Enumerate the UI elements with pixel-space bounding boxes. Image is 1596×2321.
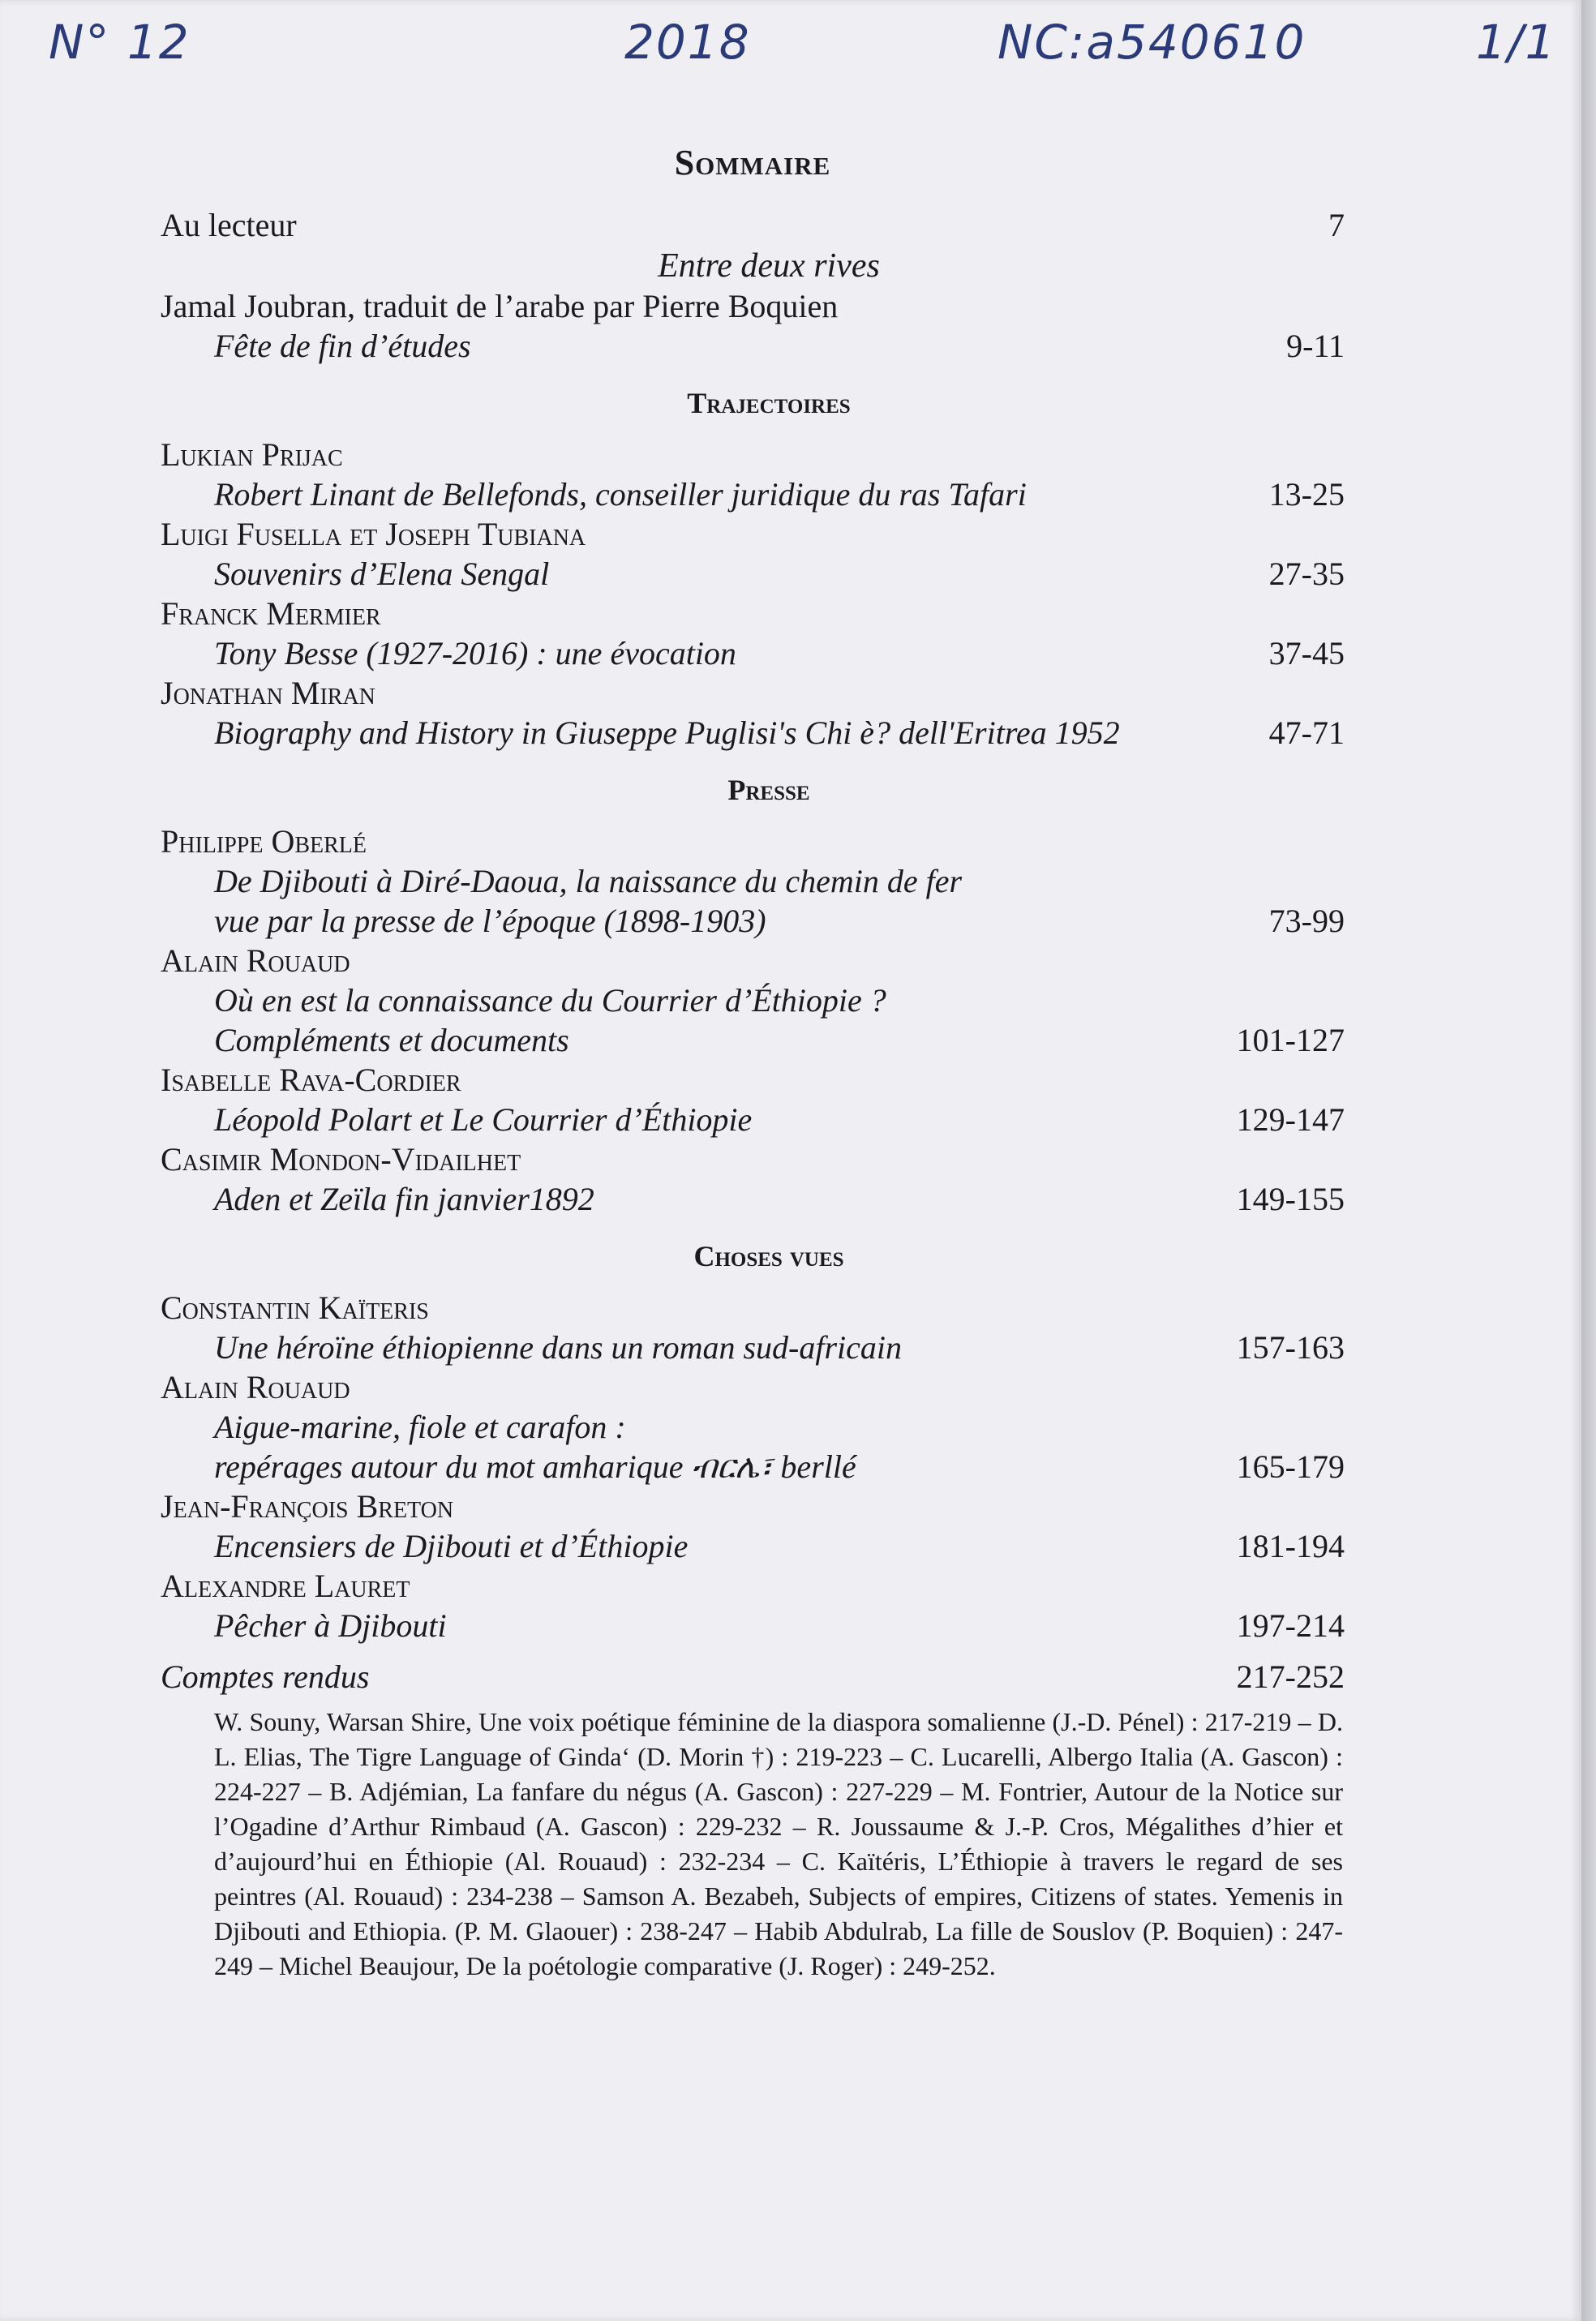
entry-pages: 157-163: [1236, 1329, 1345, 1366]
section-heading-choses-vues: Choses vues: [693, 1240, 844, 1272]
entry-pages: 13-25: [1268, 476, 1345, 513]
toc-entry-author: [161, 941, 1345, 980]
page-edge: [1581, 0, 1596, 2321]
toc-entry-title: [161, 554, 1345, 594]
toc-entry-author: [161, 594, 1345, 633]
entry-pages: 149-155: [1236, 1181, 1345, 1217]
entry-author: Isabelle Rava-Cordier: [161, 1062, 461, 1098]
entry-author: Philippe Oberlé: [161, 823, 367, 860]
entry-author: Lukian Prijac: [161, 436, 343, 473]
toc-entry-title: [161, 901, 1345, 941]
entry-pages: 181-194: [1236, 1528, 1345, 1564]
entry-title: Aden et Zeïla fin janvier1892: [214, 1181, 594, 1217]
toc-entry-title: [161, 861, 1345, 901]
entry-author: Alexandre Lauret: [161, 1568, 410, 1604]
entry-label: Au lecteur: [161, 207, 297, 243]
entry-pages: 129-147: [1236, 1101, 1345, 1138]
section-heading-trajectoires: Trajectoires: [687, 387, 851, 419]
toc-entry-title: [161, 474, 1345, 514]
entry-title-line: Compléments et documents: [214, 1022, 569, 1058]
entry-title: Robert Linant de Bellefonds, conseiller juridique du ras Tafari: [214, 476, 1027, 513]
entry-title-line: Où en est la connaissance du Courrier d’Éthiopie ?: [214, 982, 886, 1019]
entry-title: Une héroïne éthiopienne dans un roman sud-africain: [214, 1329, 903, 1366]
entry-title: Fête de fin d’études: [214, 328, 471, 364]
toc-entry-author: [161, 435, 1345, 474]
toc-entry-author: [161, 1139, 1345, 1179]
entry-pages: 27-35: [1268, 556, 1345, 592]
section-heading-presse: Presse: [727, 774, 810, 806]
handwritten-catalog-code: NC:a540610: [998, 15, 1306, 70]
toc-title: Sommaire: [674, 143, 831, 182]
toc-entry-title: [161, 1606, 1345, 1645]
entry-pages: 73-99: [1268, 903, 1345, 939]
entry-author: Jonathan Miran: [161, 675, 375, 711]
entry-pages: 197-214: [1236, 1607, 1345, 1644]
entry-title: Souvenirs d’Elena Sengal: [214, 556, 550, 592]
entry-pages: 47-71: [1268, 714, 1345, 751]
entry-pages: 37-45: [1268, 635, 1345, 671]
entry-author: Casimir Mondon-Vidailhet: [161, 1141, 521, 1178]
toc-entry-title: [161, 1179, 1345, 1219]
toc-entry-intro: [161, 205, 1345, 245]
toc-entry-title: [161, 1020, 1345, 1060]
toc-entry-author: [161, 1487, 1345, 1526]
toc-entry-author: [161, 514, 1345, 554]
handwritten-issue-number: N° 12: [49, 15, 191, 70]
toc-entry-title: [161, 1526, 1345, 1566]
entry-pages: 9-11: [1286, 328, 1345, 364]
toc-entry-title: [161, 980, 1345, 1020]
entry-pages: 101-127: [1236, 1022, 1345, 1058]
toc-entry-author: [161, 286, 1345, 326]
handwritten-fraction: 1/1: [1476, 15, 1557, 70]
toc-entry-author: [161, 673, 1345, 713]
comptes-rendus-pages: 217-252: [1236, 1658, 1345, 1695]
entry-title: Léopold Polart et Le Courrier d’Éthiopie: [214, 1101, 753, 1138]
entry-title: Pêcher à Djibouti: [214, 1607, 447, 1644]
entry-author: Constantin Kaïteris: [161, 1289, 429, 1326]
table-of-contents: [161, 143, 1345, 1984]
entry-author: Jean-François Breton: [161, 1488, 454, 1525]
toc-entry-title: [161, 326, 1345, 366]
entry-title: Tony Besse (1927-2016) : une évocation: [214, 635, 736, 671]
entry-author: Jamal Joubran, traduit de l’arabe par Pierre Boquien: [161, 288, 839, 324]
toc-entry-title: [161, 1100, 1345, 1139]
entry-title-line: Aigue-marine, fiole et carafon :: [214, 1409, 626, 1445]
toc-entry-title: [161, 713, 1345, 753]
comptes-rendus-heading: [161, 1657, 1345, 1697]
toc-entry-author: [161, 822, 1345, 861]
entry-author: Alain Rouaud: [161, 942, 350, 979]
toc-entry-title: [161, 633, 1345, 673]
entry-author: Alain Rouaud: [161, 1369, 350, 1405]
comptes-rendus-label: Comptes rendus: [161, 1658, 370, 1695]
entry-title: Biography and History in Giuseppe Puglisi's Chi è? dell'Eritrea 1952: [214, 714, 1120, 751]
entry-author: Luigi Fusella et Joseph Tubiana: [161, 516, 586, 552]
toc-entry-author: [161, 1288, 1345, 1328]
entry-title-line: De Djibouti à Diré-Daoua, la naissance du chemin de fer: [214, 863, 963, 899]
toc-entry-title: [161, 1328, 1345, 1367]
entry-author: Franck Mermier: [161, 595, 381, 632]
entry-pages: 7: [1328, 207, 1345, 243]
toc-entry-title: [161, 1447, 1345, 1487]
toc-entry-author: [161, 1566, 1345, 1606]
entry-title: Encensiers de Djibouti et d’Éthiopie: [214, 1528, 689, 1564]
toc-entry-title: [161, 1407, 1345, 1447]
section-heading-entre-deux-rives: Entre deux rives: [658, 247, 880, 285]
handwritten-year: 2018: [624, 15, 751, 70]
entry-title-line: repérages autour du mot amharique ብርሌ፣ berllé: [214, 1448, 856, 1485]
toc-entry-author: [161, 1367, 1345, 1407]
comptes-rendus-list: W. Souny, Warsan Shire, Une voix poétique féminine de la diaspora somalienne (J.-D. Pénel) : 217-219 – D. L. Elias, The Tigre Language of Ginda‘ (D. Morin †) : 219-223 – C. Lucarelli, Albergo Italia (A. Gascon) : 224-227 – B. Adjémian, La fanfare du négus (A. Gascon) : 227-229 – M. Fontrier, Autour de la Notice sur l’Ogadine d’Arthur Rimbaud (A. Gascon) : 229-232 – R. Joussaume & J.-P. Cros, Mégalithes d’hier et d’aujourd’hui en Éthiopie (Al. Rouaud) : 232-234 – C. Kaïtéris, L’Éthiopie à travers le regard de ses peintres (Al. Rouaud) : 234-238 – Samson A. Bezabeh, Subjects of empires, Citizens of states. Yemenis in Djibouti and Ethiopia. (P. M. Glaouer) : 238-247 – Habib Abdulrab, La fille de Souslov (P. Boquien) : 247-249 – Michel Beaujour, De la poétologie comparative (J. Roger) : 249-252.: [214, 1707, 1343, 1980]
entry-pages: 165-179: [1236, 1448, 1345, 1485]
toc-entry-author: [161, 1060, 1345, 1100]
entry-title-line: vue par la presse de l’époque (1898-1903): [214, 903, 766, 939]
